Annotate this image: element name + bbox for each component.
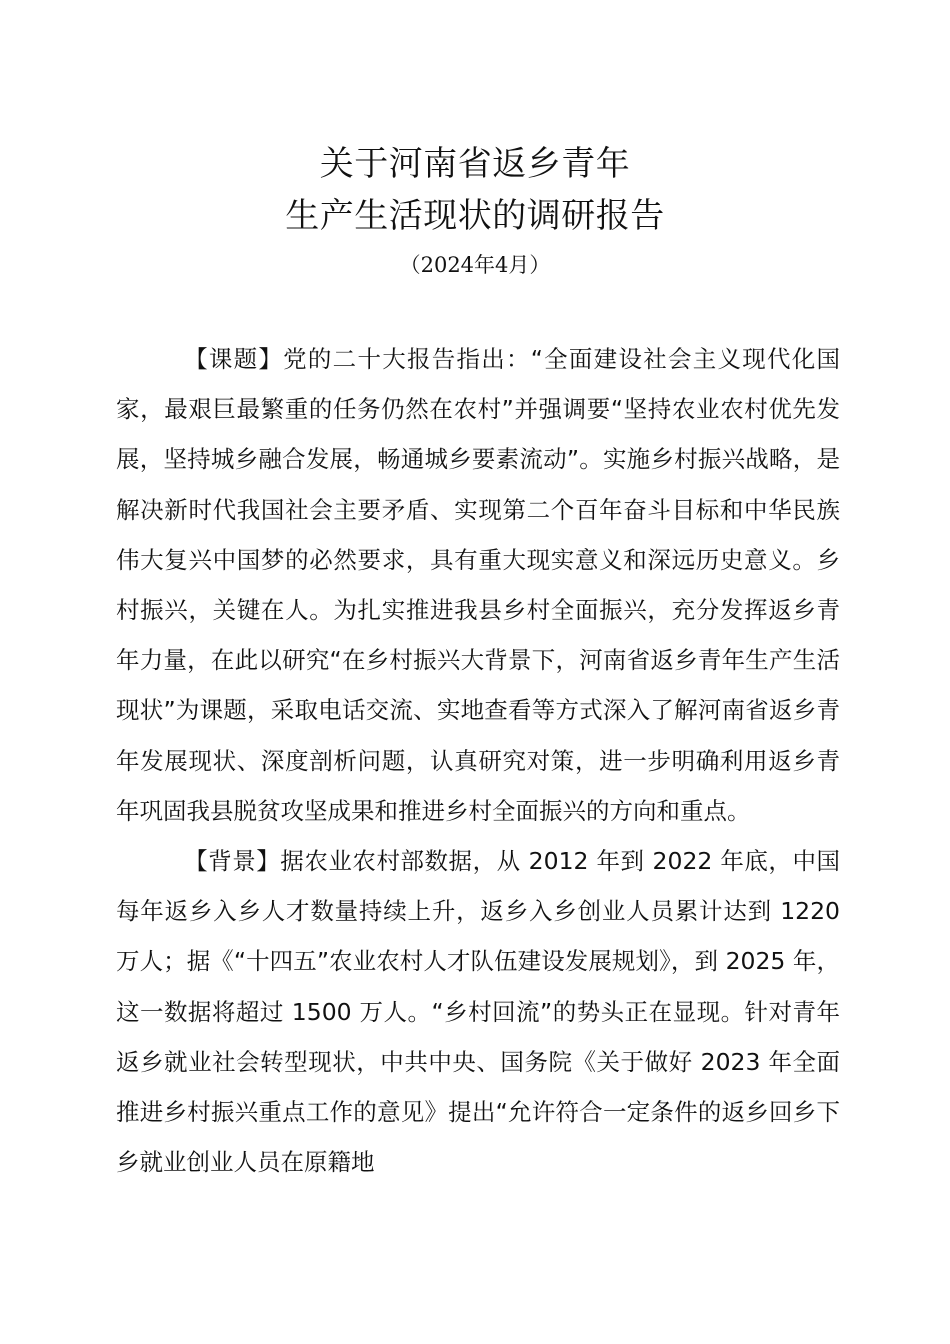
paragraph-tag-background: 【背景】 [184,847,281,876]
report-body [116,334,840,1187]
paragraph-tag-topic: 【课题】 [184,345,284,373]
report-title-block [0,138,950,282]
report-title-line-2: 生产生活现状的调研报告 [285,196,665,236]
paragraph-text-topic: 党的二十大报告指出：“全面建设社会主义现代化国家，最艰巨最繁重的任务仍然在农村”并强调要“坚持农业农村优先发展，坚持城乡融合发展，畅通城乡要素流动”。实施乡村振兴战略，是解决新时代我国社会主要矛盾、实现第二个百年奋斗目标和中华民族伟大复兴中国梦的必然要求，具有重大现实意义和深远历史意义。乡村振兴，关键在人。为扎实推进我县乡村全面振兴，充分发挥返乡青年力量，在此以研究“在乡村振兴大背景下，河南省返乡青年生产生活现状”为课题，采取电话交流、实地查看等方式深入了解河南省返乡青年发展现状、深度剖析问题，认真研究对策，进一步明确利用返乡青年巩固我县脱贫攻坚成果和推进乡村全面振兴的方向和重点。 [116,345,840,825]
paragraph-background [116,836,840,1187]
report-title-line-1: 关于河南省返乡青年 [319,144,631,184]
paragraph-topic [116,334,840,836]
report-date: （2024年4月） [399,253,551,277]
paragraph-text-background: 据农业农村部数据，从 2012 年到 2022 年底，中国每年返乡入乡人才数量持续上升，返乡入乡创业人员累计达到 1220 万人；据《“十四五”农业农村人才队伍建设发展规划》，到 2025 年，这一数据将超过 1500 万人。“乡村回流”的势头正在显现。针对青年返乡就业社会转型现状，中共中央、国务院《关于做好 2023 年全面推进乡村振兴重点工作的意见》提出“允许符合一定条件的返乡回乡下乡就业创业人员在原籍地 [116,847,841,1177]
